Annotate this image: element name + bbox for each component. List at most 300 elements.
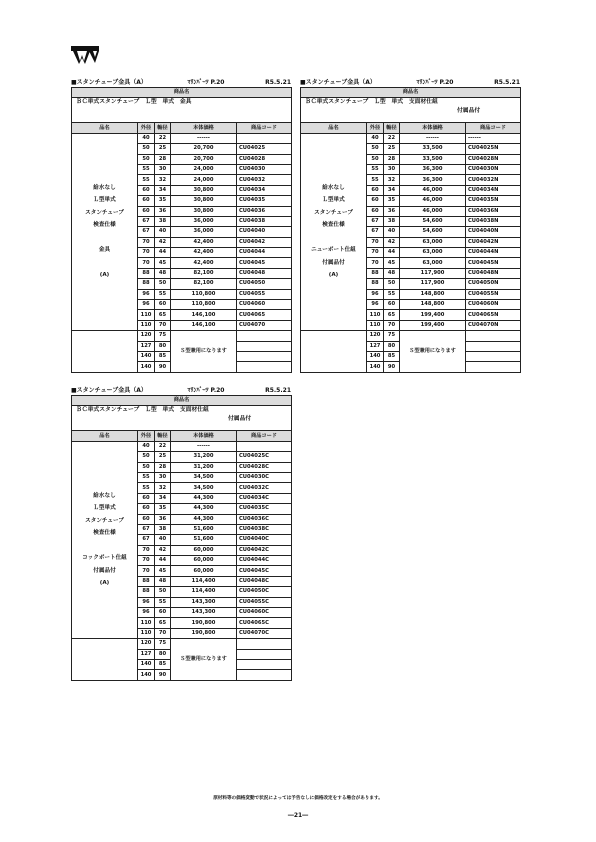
shaft-diameter: 40 [155, 535, 171, 545]
outer-diameter: 50 [138, 154, 155, 164]
outer-diameter: 55 [138, 472, 155, 482]
table-row [72, 133, 292, 143]
outer-diameter: 70 [138, 237, 155, 247]
product-code: CU04030 [237, 164, 292, 174]
panel-header [300, 78, 520, 87]
product-code: CU04050C [237, 587, 292, 597]
product-code: CU04045C [237, 566, 292, 576]
product-name-line-2: 付属品付 [457, 108, 481, 115]
product-code [237, 670, 292, 680]
product-code: CU04036C [237, 514, 292, 524]
catalog-reference: ﾏﾘﾝﾊﾟｰﾂ P.20 [416, 79, 454, 86]
column-header: 軸径 [384, 123, 400, 133]
description-line: スタンチューブ [85, 517, 124, 524]
product-code: CU04025N [466, 144, 521, 154]
product-code: CU04065C [237, 618, 292, 628]
description-line: 付属品付 [93, 567, 116, 574]
outer-diameter: 67 [367, 227, 384, 237]
base-price: 46,000 [400, 185, 466, 195]
product-code: CU04060N [466, 300, 521, 310]
table-row [72, 639, 292, 649]
description-line: 検査仕様 [93, 530, 116, 537]
table-row [301, 331, 521, 341]
outer-diameter: 88 [367, 279, 384, 289]
outer-diameter: 55 [138, 175, 155, 185]
shaft-diameter: 55 [384, 289, 400, 299]
base-price: 114,400 [171, 576, 237, 586]
panel-heading: ■スタンチューブ金具（A） [71, 387, 147, 394]
outer-diameter: 96 [138, 608, 155, 618]
description-line: 給水なし [322, 184, 345, 191]
revision-date: R5.5.21 [494, 79, 520, 86]
base-price: 117,900 [400, 268, 466, 278]
product-code: CU04065 [237, 310, 292, 320]
shaft-diameter: 34 [155, 493, 171, 503]
product-code: CU04032 [237, 175, 292, 185]
product-code: CU04028N [466, 154, 521, 164]
shaft-diameter: 35 [155, 504, 171, 514]
base-price: 24,000 [171, 164, 237, 174]
shaft-diameter: 28 [384, 154, 400, 164]
product-name-line: ＢＣ単式スタンチューブ Ｌ型 単式 支面材仕組 [305, 99, 438, 106]
base-price: 20,700 [171, 144, 237, 154]
shaft-diameter: 30 [155, 164, 171, 174]
product-code: CU04044N [466, 248, 521, 258]
base-price: 33,500 [400, 144, 466, 154]
shaft-diameter: 45 [384, 258, 400, 268]
revision-date: R5.5.21 [265, 79, 291, 86]
shaft-diameter: 55 [155, 289, 171, 299]
shaft-diameter: 50 [384, 279, 400, 289]
product-code: CU04045 [237, 258, 292, 268]
shaft-diameter: 32 [384, 175, 400, 185]
description-line [74, 540, 135, 553]
shaft-diameter: 85 [384, 351, 400, 361]
outer-diameter: 120 [138, 639, 155, 649]
column-header: 本体価格 [400, 123, 466, 133]
shaft-diameter: 34 [384, 185, 400, 195]
table-row [301, 133, 521, 143]
product-code: CU04050 [237, 279, 292, 289]
base-price: 63,000 [400, 237, 466, 247]
product-code: CU04042C [237, 545, 292, 555]
outer-diameter: 70 [138, 248, 155, 258]
outer-diameter: 110 [367, 320, 384, 330]
shaft-diameter: 65 [155, 618, 171, 628]
shaft-diameter: 28 [155, 462, 171, 472]
price-table [71, 87, 292, 373]
base-price: 30,800 [171, 206, 237, 216]
shaft-diameter: 28 [155, 154, 171, 164]
outer-diameter: 140 [138, 659, 155, 669]
base-price: 24,000 [171, 175, 237, 185]
base-price: 20,700 [171, 154, 237, 164]
base-price: 31,200 [171, 452, 237, 462]
base-price: 143,300 [171, 597, 237, 607]
product-code [466, 362, 521, 372]
base-price: 143,300 [171, 608, 237, 618]
column-header: 品名 [301, 123, 367, 133]
base-price: 30,800 [171, 196, 237, 206]
base-price: 51,600 [171, 524, 237, 534]
shaft-diameter: 48 [155, 576, 171, 586]
base-price: 199,400 [400, 310, 466, 320]
product-code: CU04060 [237, 300, 292, 310]
base-price: 63,000 [400, 258, 466, 268]
base-price: 146,100 [171, 310, 237, 320]
column-header: 品名 [72, 431, 138, 441]
outer-diameter: 120 [138, 331, 155, 341]
product-name [72, 406, 292, 431]
outer-diameter: 67 [367, 216, 384, 226]
description-line: 給水なし [93, 492, 116, 499]
shaft-diameter: 60 [384, 300, 400, 310]
base-price: 30,800 [171, 185, 237, 195]
page-number: ―21― [287, 812, 309, 819]
description-line [74, 232, 135, 245]
product-code [237, 331, 292, 341]
shaft-diameter: 45 [155, 258, 171, 268]
shaft-diameter: 30 [155, 472, 171, 482]
outer-diameter: 88 [138, 279, 155, 289]
base-price: 42,400 [171, 258, 237, 268]
shaft-diameter: 25 [155, 144, 171, 154]
outer-diameter: 55 [138, 164, 155, 174]
revision-date: R5.5.21 [265, 387, 291, 394]
description-line [303, 232, 364, 245]
outer-diameter: 96 [367, 300, 384, 310]
product-code: CU04038 [237, 216, 292, 226]
shaft-diameter: 32 [155, 175, 171, 185]
shaft-diameter: 40 [155, 227, 171, 237]
product-code: CU04035 [237, 196, 292, 206]
outer-diameter: 88 [138, 268, 155, 278]
product-code [237, 133, 292, 143]
base-price: 199,400 [400, 320, 466, 330]
base-price: 46,000 [400, 206, 466, 216]
product-code: CU04060C [237, 608, 292, 618]
base-price: 51,600 [171, 535, 237, 545]
panel-plain [71, 78, 291, 373]
product-code: CU04048N [466, 268, 521, 278]
base-price: 44,300 [171, 514, 237, 524]
shaft-diameter: 44 [384, 248, 400, 258]
description-line: コックボート仕組 [82, 555, 127, 562]
product-code: CU04048 [237, 268, 292, 278]
product-code [237, 639, 292, 649]
company-logo [71, 46, 99, 64]
product-code: CU04036N [466, 206, 521, 216]
description-line [74, 257, 135, 270]
description-line: ニューボート仕組 [311, 247, 356, 254]
outer-diameter: 40 [367, 133, 384, 143]
shaft-diameter: 48 [384, 268, 400, 278]
product-code [466, 331, 521, 341]
description-line: (A) [328, 272, 339, 279]
outer-diameter: 70 [138, 258, 155, 268]
shaft-diameter: 70 [155, 628, 171, 638]
base-price: 42,400 [171, 237, 237, 247]
product-code [237, 341, 292, 351]
shaft-diameter: 36 [155, 206, 171, 216]
outer-diameter: 55 [138, 483, 155, 493]
outer-diameter: 60 [138, 493, 155, 503]
product-code: CU04028 [237, 154, 292, 164]
column-header: 品名 [72, 123, 138, 133]
outer-diameter: 67 [138, 216, 155, 226]
outer-diameter: 50 [367, 154, 384, 164]
table-row [72, 441, 292, 451]
shaft-diameter: 35 [384, 196, 400, 206]
price-table [300, 87, 521, 373]
s-type-note: Ｓ型兼用になります [400, 331, 466, 373]
outer-diameter: 70 [138, 545, 155, 555]
product-code: CU04032N [466, 175, 521, 185]
outer-diameter: 60 [138, 514, 155, 524]
shaft-diameter: 80 [155, 649, 171, 659]
panel-header [71, 78, 291, 87]
shaft-diameter: 60 [155, 300, 171, 310]
outer-diameter: 67 [138, 535, 155, 545]
base-price: 63,000 [400, 248, 466, 258]
outer-diameter: 50 [138, 452, 155, 462]
panel-heading: ■スタンチューブ金具（A） [300, 79, 376, 86]
description-line: Ｌ型単式 [322, 197, 345, 204]
shaft-diameter: 50 [155, 279, 171, 289]
base-price: 34,500 [171, 483, 237, 493]
shaft-diameter: 90 [384, 362, 400, 372]
base-price: 33,500 [400, 154, 466, 164]
product-code: CU04034N [466, 185, 521, 195]
product-code: CU04040 [237, 227, 292, 237]
outer-diameter: 50 [138, 144, 155, 154]
outer-diameter: 70 [138, 566, 155, 576]
description-line: Ｌ型単式 [93, 197, 116, 204]
product-name-line-2: 付属品付 [228, 416, 252, 423]
description-line: スタンチューブ [85, 209, 124, 216]
footer-note: 原材料等の価格変動で状況によっては予告なしに価格改定をする場合があります。 [213, 796, 383, 801]
shaft-diameter: 42 [155, 545, 171, 555]
base-price: 54,600 [400, 216, 466, 226]
shaft-diameter: 22 [384, 133, 400, 143]
product-code: CU04055N [466, 289, 521, 299]
product-code: CU04032C [237, 483, 292, 493]
shaft-diameter: 50 [155, 587, 171, 597]
shaft-diameter: 25 [384, 144, 400, 154]
column-header: 外径 [138, 431, 155, 441]
outer-diameter: 60 [138, 206, 155, 216]
outer-diameter: 120 [367, 331, 384, 341]
shaft-diameter: 75 [155, 639, 171, 649]
shaft-diameter: 55 [155, 597, 171, 607]
shaft-diameter: 75 [384, 331, 400, 341]
panel-header [71, 386, 291, 395]
outer-diameter: 110 [138, 618, 155, 628]
base-price: 60,000 [171, 566, 237, 576]
column-header: 外径 [367, 123, 384, 133]
base-price: 114,400 [171, 587, 237, 597]
column-header: 軸径 [155, 123, 171, 133]
outer-diameter: 110 [138, 628, 155, 638]
base-price: 36,000 [171, 216, 237, 226]
description-line: (A) [99, 580, 110, 587]
base-price: 82,100 [171, 279, 237, 289]
shaft-diameter: 42 [384, 237, 400, 247]
outer-diameter: 50 [367, 144, 384, 154]
base-price: 146,100 [171, 320, 237, 330]
outer-diameter: 96 [138, 300, 155, 310]
description-line: 給水なし [93, 184, 116, 191]
shaft-diameter: 34 [155, 185, 171, 195]
product-code [466, 341, 521, 351]
product-code: CU04050N [466, 279, 521, 289]
outer-diameter: 55 [367, 164, 384, 174]
description-line: 検査仕様 [322, 222, 345, 229]
outer-diameter: 140 [138, 670, 155, 680]
outer-diameter: 110 [367, 310, 384, 320]
product-code [237, 351, 292, 361]
base-price: 110,800 [171, 300, 237, 310]
shaft-diameter: 44 [155, 556, 171, 566]
product-name-line: ＢＣ単式スタンチューブ Ｌ型 単式 金具 [76, 99, 192, 106]
product-code: CU04034C [237, 493, 292, 503]
outer-diameter: 60 [367, 185, 384, 195]
shaft-diameter: 85 [155, 659, 171, 669]
product-code: CU04035N [466, 196, 521, 206]
product-code: CU04042 [237, 237, 292, 247]
outer-diameter: 96 [138, 289, 155, 299]
base-price: 60,000 [171, 545, 237, 555]
base-price: 44,300 [171, 504, 237, 514]
product-code [466, 351, 521, 361]
outer-diameter: 110 [138, 310, 155, 320]
product-code: CU04044 [237, 248, 292, 258]
product-code: CU04030N [466, 164, 521, 174]
base-price: 110,800 [171, 289, 237, 299]
outer-diameter: 40 [138, 441, 155, 451]
product-code: CU04070N [466, 320, 521, 330]
product-code: ------ [466, 133, 521, 143]
shaft-diameter: 44 [155, 248, 171, 258]
panel-cock-boat [71, 386, 291, 681]
description-line: 金具 [98, 247, 111, 254]
product-name-label: 商品名 [72, 396, 292, 406]
outer-diameter: 140 [138, 351, 155, 361]
outer-diameter: 88 [367, 268, 384, 278]
product-code: CU04042N [466, 237, 521, 247]
shaft-diameter: 90 [155, 362, 171, 372]
outer-diameter: 96 [367, 289, 384, 299]
column-header: 外径 [138, 123, 155, 133]
base-price: 42,400 [171, 248, 237, 258]
outer-diameter: 67 [138, 227, 155, 237]
shaft-diameter: 90 [155, 670, 171, 680]
outer-diameter: 110 [138, 320, 155, 330]
base-price: 54,600 [400, 227, 466, 237]
shaft-diameter: 38 [155, 524, 171, 534]
outer-diameter: 88 [138, 587, 155, 597]
shaft-diameter: 70 [155, 320, 171, 330]
outer-diameter: 70 [138, 556, 155, 566]
column-header: 商品コード [466, 123, 521, 133]
base-price: 148,800 [400, 289, 466, 299]
outer-diameter: 60 [367, 196, 384, 206]
shaft-diameter: 25 [155, 452, 171, 462]
product-name-label: 商品名 [72, 88, 292, 98]
outer-diameter: 127 [367, 341, 384, 351]
item-description [301, 133, 367, 330]
base-price: 36,300 [400, 164, 466, 174]
s-type-note: Ｓ型兼用になります [171, 639, 237, 681]
shaft-diameter: 65 [384, 310, 400, 320]
outer-diameter: 70 [367, 248, 384, 258]
shaft-diameter: 32 [155, 483, 171, 493]
catalog-reference: ﾏﾘﾝﾊﾟｰﾂ P.20 [187, 79, 225, 86]
price-table [71, 395, 292, 681]
shaft-diameter: 38 [384, 216, 400, 226]
shaft-diameter: 75 [155, 331, 171, 341]
product-code: CU04040C [237, 535, 292, 545]
product-code: CU04028C [237, 462, 292, 472]
base-price: 36,000 [171, 227, 237, 237]
outer-diameter: 40 [138, 133, 155, 143]
product-code [237, 649, 292, 659]
shaft-diameter: 60 [155, 608, 171, 618]
product-name-label: 商品名 [301, 88, 521, 98]
product-code: CU04036 [237, 206, 292, 216]
item-description-empty [72, 639, 138, 681]
product-code: CU04040N [466, 227, 521, 237]
base-price: ------ [171, 133, 237, 143]
outer-diameter: 60 [138, 504, 155, 514]
outer-diameter: 50 [138, 462, 155, 472]
base-price: 190,800 [171, 628, 237, 638]
product-code: CU04048C [237, 576, 292, 586]
shaft-diameter: 22 [155, 441, 171, 451]
column-header: 軸径 [155, 431, 171, 441]
shaft-diameter: 80 [155, 341, 171, 351]
product-code: CU04044C [237, 556, 292, 566]
base-price: 44,300 [171, 493, 237, 503]
outer-diameter: 127 [138, 341, 155, 351]
outer-diameter: 60 [138, 185, 155, 195]
item-description-empty [301, 331, 367, 373]
product-code: CU04065N [466, 310, 521, 320]
description-line: 付属品付 [322, 259, 345, 266]
base-price: 117,900 [400, 279, 466, 289]
shaft-diameter: 30 [384, 164, 400, 174]
product-name [301, 98, 521, 123]
outer-diameter: 140 [367, 351, 384, 361]
item-description-empty [72, 331, 138, 373]
base-price: 82,100 [171, 268, 237, 278]
base-price: 31,200 [171, 462, 237, 472]
shaft-diameter: 65 [155, 310, 171, 320]
shaft-diameter: 48 [155, 268, 171, 278]
shaft-diameter: 42 [155, 237, 171, 247]
description-line: 検査仕様 [93, 222, 116, 229]
column-header: 商品コード [237, 431, 292, 441]
shaft-diameter: 36 [384, 206, 400, 216]
outer-diameter: 55 [367, 175, 384, 185]
column-header: 商品コード [237, 123, 292, 133]
base-price: 148,800 [400, 300, 466, 310]
shaft-diameter: 38 [155, 216, 171, 226]
product-code [237, 441, 292, 451]
product-code: CU04045N [466, 258, 521, 268]
outer-diameter: 70 [367, 237, 384, 247]
shaft-diameter: 70 [384, 320, 400, 330]
